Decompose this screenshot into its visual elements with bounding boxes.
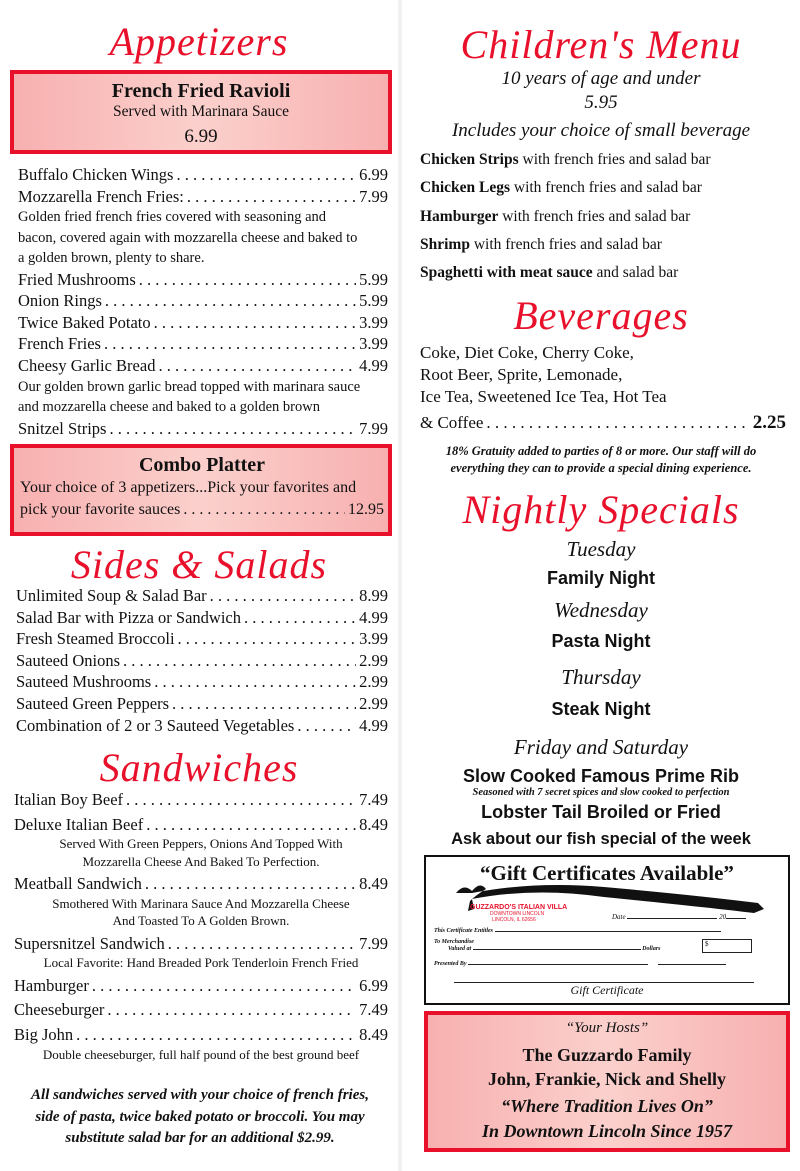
item-price: 8.99 [359, 586, 388, 605]
menu-item [18, 333, 388, 355]
menu-item [14, 975, 388, 997]
item-name: Unlimited Soup & Salad Bar [16, 586, 207, 605]
menu-item [16, 671, 388, 693]
item-description: Served With Green Peppers, Onions And Topped With [59, 836, 343, 852]
dot-leader [109, 418, 356, 440]
dot-leader [105, 290, 356, 312]
dot-leader [244, 607, 356, 629]
dot-leader [104, 333, 356, 355]
beverage-price: 2.25 [752, 412, 786, 433]
dot-leader [145, 873, 356, 895]
item-name: Hamburger [14, 975, 89, 995]
item-price: 2.99 [359, 693, 388, 713]
dollar-sign: $ [705, 940, 709, 948]
menu-item [16, 585, 388, 607]
item-price: 7.49 [359, 1000, 388, 1020]
note-line: side of pasta, twice baked potato or broccoli. You may [35, 1108, 365, 1125]
hosts-motto: “Where Tradition Lives On” [501, 1096, 713, 1116]
dot-leader [187, 186, 356, 208]
kids-item-name: Chicken Strips [420, 151, 519, 168]
kids-item-desc: and salad bar [592, 264, 679, 282]
dot-leader [158, 355, 356, 377]
menu-item [14, 873, 388, 895]
special-day: Thursday [561, 665, 641, 689]
dot-leader [139, 269, 356, 291]
item-price: 8.49 [359, 874, 388, 894]
item-price: 8.49 [359, 1025, 388, 1045]
entitles-field [434, 928, 721, 934]
item-price: 4.99 [359, 715, 388, 735]
item-description: and mozzarella cheese and baked to a golden brown [18, 399, 320, 416]
specials-list [402, 535, 800, 853]
dot-leader [76, 1024, 356, 1046]
item-description: Smothered With Marinara Sauce And Mozzarella Cheese [52, 895, 350, 911]
item-description: Our golden brown garlic bread topped with marinara sauce [18, 378, 361, 395]
menu-item [18, 290, 388, 312]
dollars-label: Dollars [642, 946, 661, 952]
item-name: Fresh Steamed Broccoli [16, 629, 175, 649]
date-field [612, 913, 746, 921]
item-price: 3.99 [359, 629, 388, 649]
featured-name: French Fried Ravioli [111, 80, 291, 102]
kids-item [420, 231, 711, 259]
children-includes: Includes your choice of small beverage [451, 120, 751, 141]
dot-leader [154, 312, 356, 334]
menu-item [14, 789, 388, 811]
gift-certificate-box [424, 855, 790, 1005]
item-name: Onion Rings [18, 291, 102, 311]
kids-item-name: Spaghetti with meat sauce [420, 264, 593, 282]
gratuity-line: everything they can to provide a special dining experience. [450, 461, 752, 475]
special-item: Ask about our fish special of the week [451, 830, 751, 848]
gratuity-line: 18% Gratuity added to parties of 8 or more. Our staff will do [445, 444, 757, 458]
gift-footer-text: Gift Certificate [567, 983, 648, 997]
hosts-names: John, Frankie, Nick and Shelly [487, 1069, 727, 1089]
dot-leader [146, 814, 356, 836]
dot-leader [172, 693, 356, 715]
presented-field [434, 961, 726, 967]
item-name: Combination of 2 or 3 Sauteed Vegetables [16, 715, 295, 735]
item-price: 7.99 [359, 186, 388, 206]
item-price: 8.49 [359, 814, 388, 834]
sides-title: Sides & Salads [70, 542, 328, 587]
item-price: 4.99 [359, 356, 388, 376]
gratuity-note [402, 443, 800, 477]
combo-price: 12.95 [348, 501, 384, 518]
item-price: 7.99 [359, 418, 388, 438]
special-day: Friday and Saturday [513, 735, 689, 759]
combo-line2: pick your favorite sauces [20, 501, 181, 518]
dot-leader [168, 933, 356, 955]
special-item: Pasta Night [551, 631, 651, 651]
item-price: 2.99 [359, 672, 388, 692]
beverage-list [420, 342, 786, 434]
beverage-line: & Coffee [420, 413, 484, 432]
item-description: Golden fried french fries covered with seasoning and [18, 209, 327, 226]
menu-item [18, 186, 388, 208]
kids-item [420, 146, 711, 174]
hosts-since: In Downtown Lincoln Since 1957 [481, 1121, 733, 1141]
children-price: 5.95 [584, 92, 618, 113]
item-name: French Fries [18, 334, 101, 354]
beverage-line: Coke, Diet Coke, Cherry Coke, [420, 343, 634, 362]
item-name: Mozzarella French Fries: [18, 186, 184, 206]
hosts-family: The Guzzardo Family [522, 1045, 692, 1065]
item-description: a golden brown, plenty to share. [18, 250, 205, 267]
gift-footer [426, 983, 788, 998]
item-description: Mozzarella Cheese And Baked To Perfection. [82, 853, 320, 869]
item-price: 7.49 [359, 790, 388, 809]
kids-item [420, 203, 711, 231]
item-name: Snitzel Strips [18, 418, 107, 438]
presented-label: Presented By [434, 961, 467, 967]
menu-item [18, 312, 388, 334]
kids-item-name: Hamburger [420, 207, 499, 225]
special-item: Family Night [546, 568, 655, 588]
menu-item [18, 269, 388, 291]
item-price: 7.99 [359, 933, 388, 953]
kids-item-desc: with french fries and salad bar [498, 207, 691, 225]
dot-leader [154, 671, 356, 693]
featured-appetizer-box [10, 70, 392, 154]
item-description: bacon, covered again with mozzarella cheese and baked to [18, 229, 358, 246]
item-price: 4.99 [359, 607, 388, 627]
year-label: 20 [719, 913, 727, 921]
item-name: Buffalo Chicken Wings [18, 165, 174, 184]
appetizer-list [18, 164, 388, 439]
dot-leader [176, 164, 356, 186]
kids-item [420, 259, 711, 287]
right-panel [402, 0, 800, 1171]
combo-name: Combo Platter [138, 454, 266, 476]
left-panel [0, 0, 398, 1171]
item-description: Double cheeseburger, full half pound of the best ground beef [42, 1046, 360, 1062]
special-item: Lobster Tail Broiled or Fried [481, 802, 721, 822]
item-name: Fried Mushrooms [18, 269, 136, 289]
featured-price: 6.99 [184, 126, 218, 147]
menu-item [18, 355, 388, 377]
menu-item [16, 607, 388, 629]
dot-leader [107, 999, 356, 1021]
item-price: 6.99 [359, 975, 388, 995]
kids-item-name: Shrimp [420, 235, 470, 253]
valued-label: Valued at [448, 946, 472, 952]
menu-item [16, 650, 388, 672]
note-line: substitute salad bar for an additional $2.99. [65, 1130, 335, 1146]
kids-item-desc: with french fries and salad bar [510, 179, 702, 197]
menu-item [16, 715, 388, 737]
business-city: LINCOLN, IL 62656 [492, 917, 536, 923]
dot-leader [126, 789, 356, 811]
menu-item [18, 164, 388, 186]
menu-item [14, 933, 388, 955]
kids-item-name: Chicken Legs [420, 179, 510, 197]
item-name: Twice Baked Potato [18, 312, 151, 332]
item-name: Italian Boy Beef [14, 790, 124, 809]
kids-item-desc: with french fries and salad bar [469, 235, 662, 253]
featured-desc: Served with Marinara Sauce [112, 103, 290, 120]
menu-item [18, 418, 388, 440]
business-name: GUZZARDO'S ITALIAN VILLA [470, 904, 568, 911]
special-note: Seasoned with 7 secret spices and slow cooked to perfection [472, 787, 730, 798]
age-limit: 10 years of age and under [501, 68, 701, 89]
kids-item [420, 174, 711, 202]
item-price: 2.99 [359, 650, 388, 670]
dot-leader [123, 650, 356, 672]
item-name: Sauteed Mushrooms [16, 672, 152, 692]
hosts-label: “Your Hosts” [565, 1020, 649, 1036]
combo-platter-box [10, 444, 392, 536]
menu-item [16, 693, 388, 715]
item-name: Big John [14, 1025, 74, 1045]
item-price: 3.99 [359, 312, 388, 332]
item-description: And Toasted To A Golden Brown. [112, 913, 290, 929]
sandwich-note [4, 1085, 396, 1150]
combo-line1: Your choice of 3 appetizers...Pick your favorites and [20, 479, 357, 496]
childrens-menu-title: Children's Menu [460, 22, 742, 67]
dot-leader [92, 975, 356, 997]
children-items [420, 146, 711, 287]
item-price: 6.99 [359, 165, 388, 184]
special-item: Steak Night [551, 699, 651, 719]
dot-leader [297, 715, 356, 737]
item-price: 5.99 [359, 291, 388, 311]
beverages-title: Beverages [513, 293, 689, 338]
children-info [402, 67, 800, 143]
note-line: All sandwiches served with your choice of french fries, [31, 1087, 369, 1103]
item-name: Deluxe Italian Beef [14, 814, 144, 834]
item-name: Salad Bar with Pizza or Sandwich [16, 607, 241, 627]
item-price: 5.99 [359, 269, 388, 289]
sides-list [16, 585, 388, 736]
sandwiches-title: Sandwiches [99, 745, 299, 790]
special-day: Wednesday [554, 598, 648, 622]
valued-field [448, 946, 661, 952]
item-name: Cheesy Garlic Bread [18, 356, 156, 376]
nightly-specials-title: Nightly Specials [462, 487, 740, 532]
business-address: DOWNTOWN LINCOLN [490, 911, 545, 917]
item-name: Meatball Sandwich [14, 874, 142, 894]
item-name: Supersnitzel Sandwich [14, 933, 165, 953]
item-price: 3.99 [359, 334, 388, 354]
beverage-line: Root Beer, Sprite, Lemonade, [420, 365, 623, 384]
dot-leader [178, 628, 357, 650]
item-description: Local Favorite: Hand Breaded Pork Tenderloin French Fried [43, 955, 359, 971]
special-item: Slow Cooked Famous Prime Rib [462, 766, 740, 786]
menu-item [14, 814, 388, 836]
appetizers-title: Appetizers [109, 19, 289, 64]
sandwich-list [14, 789, 388, 1063]
hosts-box [424, 1011, 790, 1152]
beverage-line: Ice Tea, Sweetened Ice Tea, Hot Tea [420, 387, 667, 406]
special-day: Tuesday [566, 537, 636, 561]
gift-heading: “Gift Certificates Available” [480, 861, 734, 885]
item-name: Sauteed Green Peppers [16, 693, 170, 713]
kids-item-desc: with french fries and salad bar [518, 151, 711, 168]
gift-business [470, 904, 567, 923]
item-name: Sauteed Onions [16, 650, 121, 670]
item-name: Cheeseburger [14, 1000, 105, 1020]
amount-box [702, 939, 752, 953]
menu-item [14, 999, 388, 1021]
dot-leader [210, 585, 356, 607]
merch-label: To Merchandise [434, 939, 474, 945]
date-label: Date [612, 913, 626, 921]
menu-item [16, 628, 388, 650]
menu-item [14, 1024, 388, 1046]
entitles-label: This Certificate Entitles [434, 928, 494, 934]
